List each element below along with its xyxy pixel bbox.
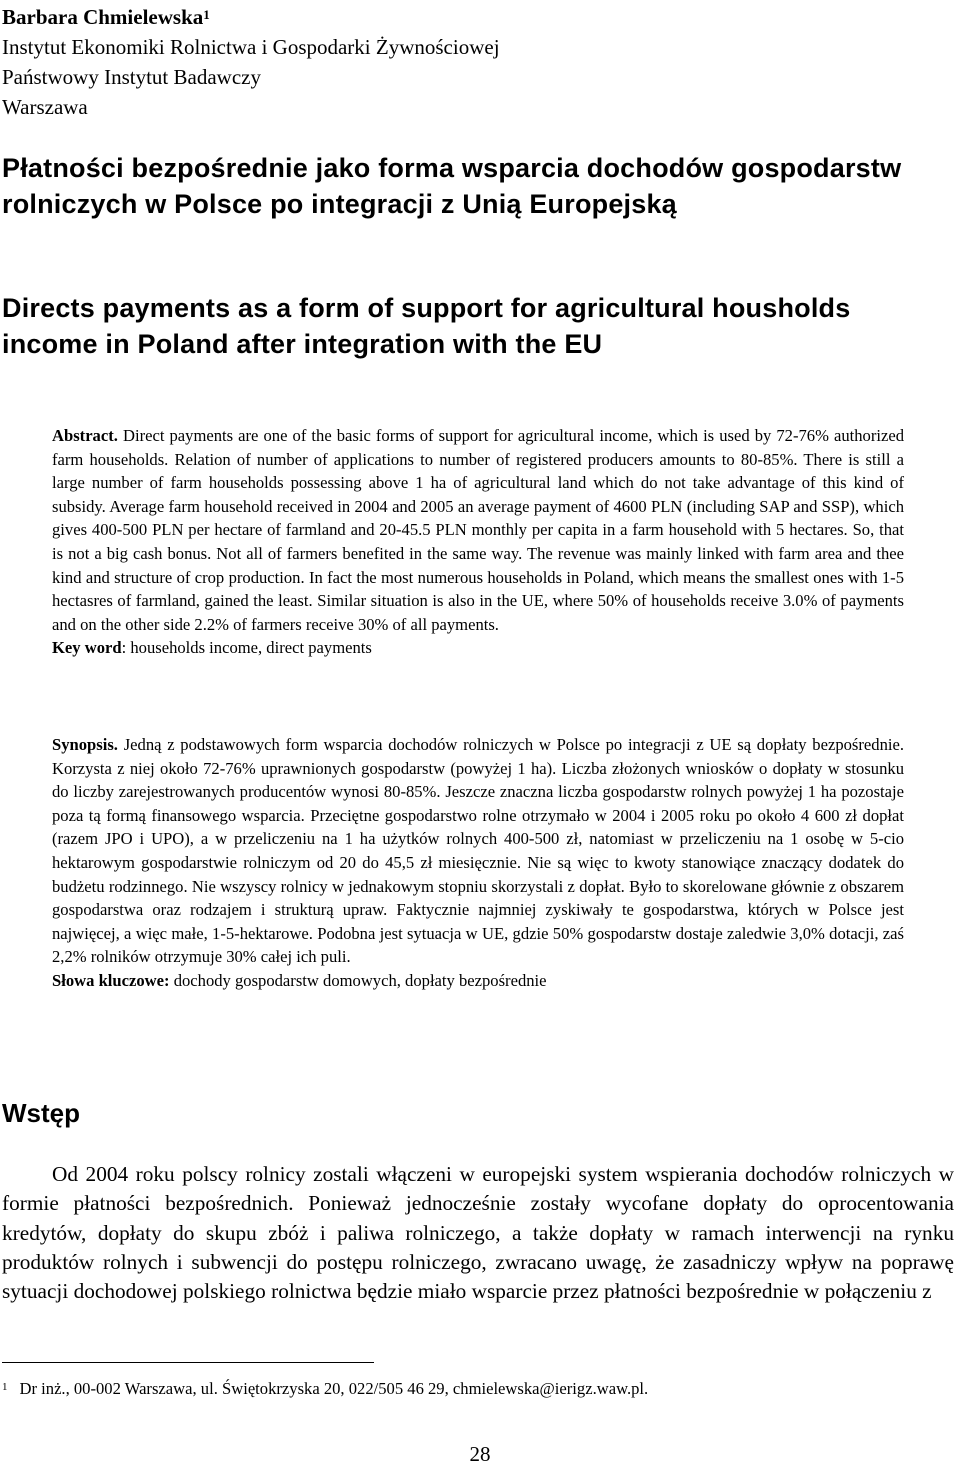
synopsis-keywords-label: Słowa kluczowe: bbox=[52, 970, 170, 990]
synopsis-keywords bbox=[52, 969, 904, 993]
author-institute: Instytut Ekonomiki Rolnictwa i Gospodarki Żywnościowej bbox=[2, 35, 500, 59]
paper-title-english: Directs payments as a form of support for agricultural housholds income in Poland after integration with the EU bbox=[2, 293, 851, 359]
author-block bbox=[2, 2, 500, 122]
author-footnote-mark: 1 bbox=[203, 7, 210, 22]
abstract-label: Abstract. bbox=[52, 426, 118, 445]
footnote-mark: 1 bbox=[2, 1381, 8, 1393]
intro-text: Od 2004 roku polscy rolnicy zostali włączeni w europejski system wspierania dochodów rolniczych w formie płatności bezpośrednich. Ponieważ jednocześnie zostały wycofane dopłaty do oprocentowania kredytów, dopłaty do skupu zbóż i paliwa rolniczego, a także dopłaty w ramach interwencji na rynku produktów rolnych i subwencji do postępu rolniczego, zwracano uwagę, że zasadniczy wpływ na poprawę sytuacji dochodowej polskiego rolnictwa będzie miało wsparcie przez płatności bezpośrednie w połączeniu z bbox=[2, 1162, 954, 1304]
footnote-separator bbox=[2, 1362, 374, 1363]
synopsis-keywords-text: dochody gospodarstw domowych, dopłaty bezpośrednie bbox=[169, 970, 547, 990]
abstract-keywords-label: Key word bbox=[52, 638, 122, 658]
author-name: Barbara Chmielewska bbox=[2, 5, 204, 29]
paper-title-polish: Płatności bezpośrednie jako forma wsparcia dochodów gospodarstw rolniczych w Polsce po integracji z Unią Europejską bbox=[2, 153, 902, 219]
author-institute-type: Państwowy Instytut Badawczy bbox=[2, 65, 261, 89]
author-city: Warszawa bbox=[2, 95, 88, 119]
synopsis bbox=[52, 733, 904, 993]
abstract-keywords bbox=[52, 636, 904, 660]
page-number: 28 bbox=[469, 1442, 491, 1466]
footnote-text: Dr inż., 00-002 Warszawa, ul. Świętokrzyska 20, 022/505 46 29, chmielewska@ierigz.waw.pl. bbox=[19, 1379, 649, 1398]
intro-paragraph bbox=[2, 1160, 954, 1306]
synopsis-label: Synopsis. bbox=[52, 735, 118, 754]
abstract bbox=[52, 424, 904, 660]
synopsis-text: Jedną z podstawowych form wsparcia dochodów rolniczych w Polsce po integracji z UE są dopłaty bezpośrednie. Korzysta z niej około 72-76% uprawnionych gospodarstw (powyżej 1 ha). Liczba złożonych wniosków o dopłaty w stosunku do liczby zarejestrowanych producentów wynosi 80-85%. Jeszcze znaczna liczba gospodarstw rolnych powyżej 1 ha pozostaje poza tą formą finansowego wsparcia. Przeciętne gospodarstwo rolne otrzymało w 2004 i 2005 roku po około 4 600 zł dopłat (razem JPO i UPO), a w przeliczeniu na 1 ha użytków rolnych 400-500 zł, natomiast w przeliczeniu na 1 osobę w 5-cio hektarowym gospodarstwie rolniczym od 20 do 45,5 zł miesięcznie. Nie są więc to kwoty stanowiące znaczący dodatek do budżetu rodzinnego. Nie wszyscy rolnicy w jednakowym stopniu skorzystali z dopłat. Było to skorelowane głównie z obszarem gospodarstwa oraz rodzajem i strukturą upraw. Faktycznie najmniej zyskiwały te gospodarstwa, których w Polsce jest najwięcej, a więc małe, 1-5-hektarowe. Podobna jest sytuacja w UE, gdzie 50% gospodarstw dostaje zaledwie 3,0% dotacji, zaś 2,2% rolników otrzymuje 30% całej ich puli. bbox=[52, 735, 904, 967]
section-heading: Wstęp bbox=[2, 1098, 80, 1128]
author-line bbox=[2, 2, 500, 32]
footnote bbox=[2, 1378, 648, 1400]
abstract-text: Direct payments are one of the basic forms of support for agricultural income, which is used by 72-76% authorized farm households. Relation of number of applications to number of registered producers amounts to 80-85%. There is still a large number of farm households possessing above 1 ha of agricultural land which do not take advantage of this kind of subsidy. Average farm household received in 2004 and 2005 an average payment of 4600 PLN (including SAP and SSP), which gives 400-500 PLN per hectare of farmland and 20-45.5 PLN monthly per capita in a farm household with 5 hectares. So, that is not a big cash bonus. Not all of farmers benefited in the same way. The revenue was mainly linked with farm area and thee kind and structure of crop production. In fact the most numerous households in Poland, which means the smallest ones with 1-5 hectasres of farmland, gained the least. Similar situation is also in the UE, where 50% of households receive 3.0% of payments and on the other side 2.2% of farmers receive 30% of all payments. bbox=[52, 426, 904, 634]
abstract-keywords-text: : households income, direct payments bbox=[121, 638, 372, 658]
